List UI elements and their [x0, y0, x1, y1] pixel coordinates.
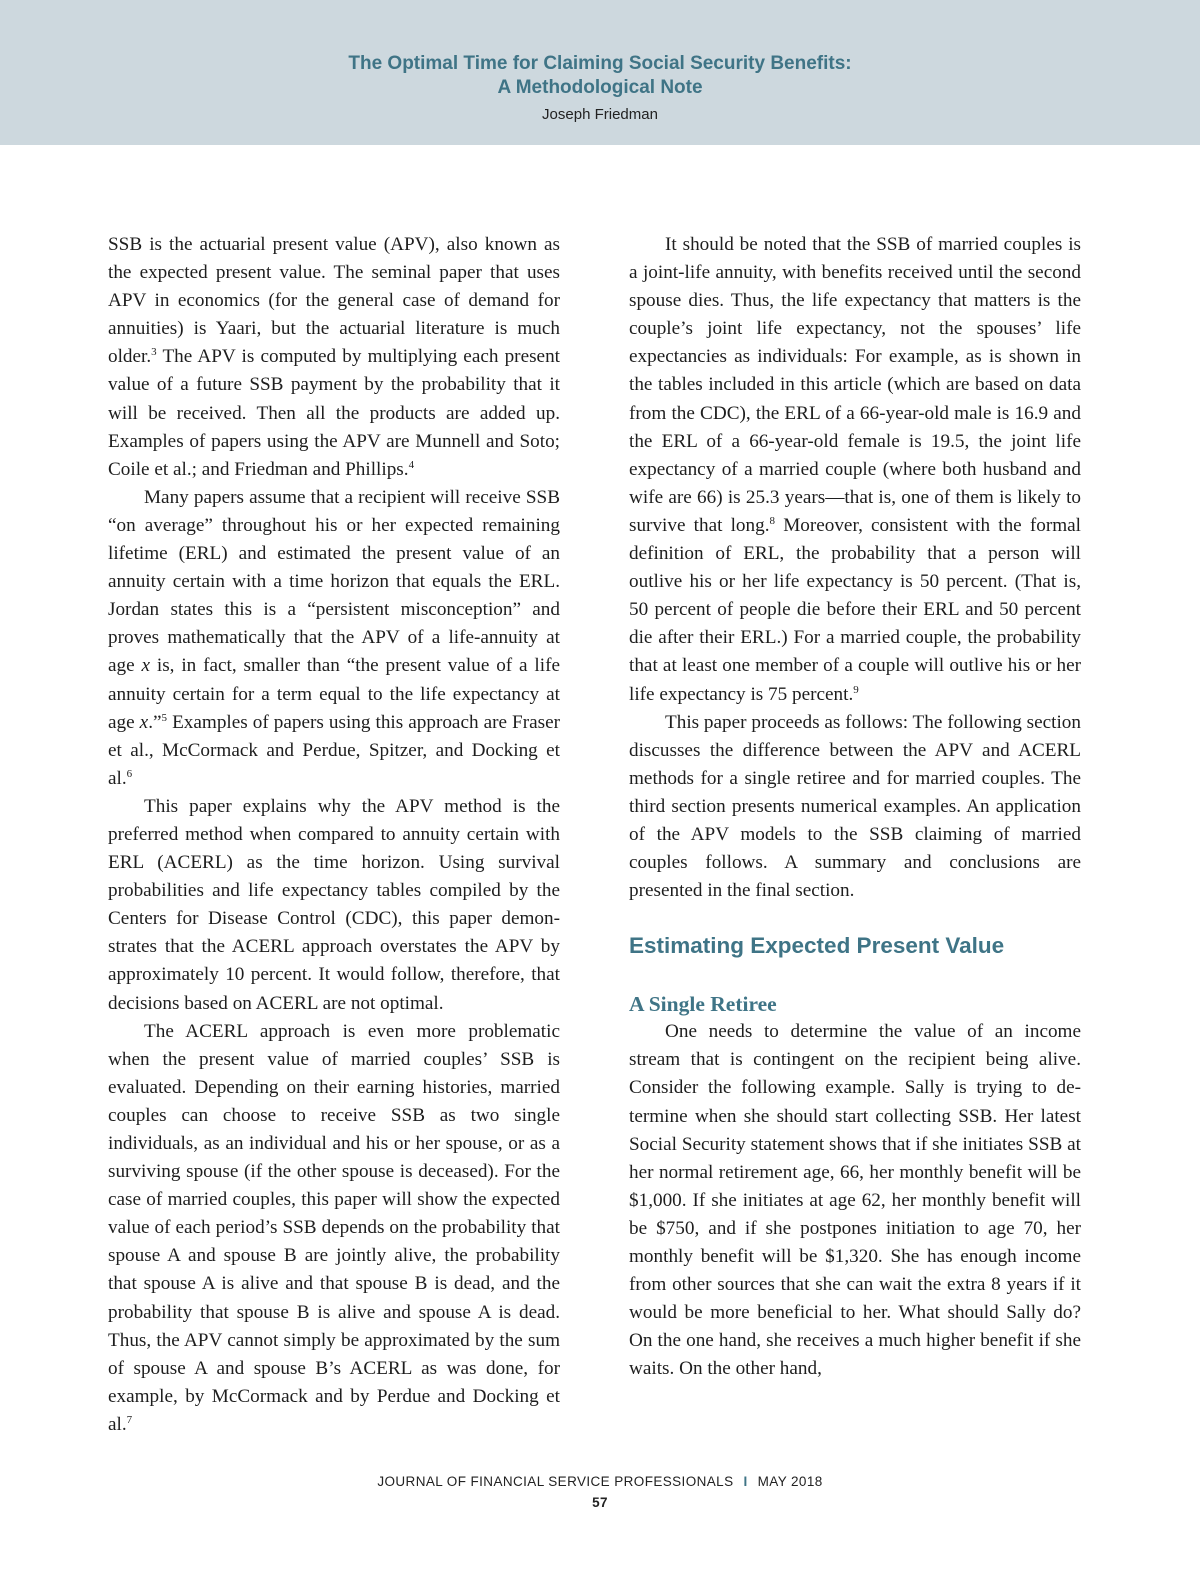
section-heading: Estimating Expected Present Value: [629, 933, 1005, 959]
footnote-marker: 6: [126, 767, 133, 780]
footnote-marker: 5: [161, 711, 168, 724]
text-run: It should be noted that the SSB of married couples is a joint-life annuity, with benefits received until the second spouse dies. Thus, the life expectancy that matters is the couple’s joint life expectancy, not the spouses’ life expectancies as individuals: For example, as is shown in the tables included in this article (which are based on data from the CDC), the ERL of a 66-year-old male is 16.9 and the ERL of a 66-year-old female is 19.5, the joint life expectancy of a married couple (where both husband and wife are 66) is 25.3 years—that is, one of them is likely to survive that long.: [629, 234, 1081, 536]
left-column: [108, 231, 560, 1439]
text-run: SSB is the actuarial present value (APV), also known as the expected present value. The seminal paper that uses APV in economics (for the general case of demand for annuities) is Yaari, but the actuarial literature is much older.: [108, 234, 560, 368]
text-run: Many papers assume that a recipient will receive SSB “on average” throughout his or her expected remaining lifetime (ERL) and estimated the present value of an annuity certain with a time horizon that equals the ERL. Jordan states this is a “persistent misconception” and proves mathematically that the APV of a life-annuity at age: [108, 486, 560, 677]
text-run: .”: [148, 711, 162, 733]
header-band: [0, 0, 1200, 145]
footnote-marker: 3: [151, 346, 157, 359]
paragraph-apv-definition: [108, 231, 560, 484]
footnote-marker: 4: [408, 458, 415, 471]
text-run: Examples of papers using this approach are Fraser et al., McCormack and Perdue, Spitzer, and Docking et al.: [108, 711, 560, 789]
journal-name: JOURNAL OF FINANCIAL SERVICE PROFESSIONALS: [377, 1474, 734, 1489]
right-column: [629, 231, 1081, 1383]
italic-variable: x: [139, 711, 149, 733]
footnote-marker: 7: [126, 1413, 133, 1426]
text-run: The APV is computed by multiplying each present value of a future SSB payment by the probability that it will be received. Then all the products are added up. Examples of papers using the APV are Munnell and Soto; Coile et al.; and Friedman and Phillips.: [108, 346, 560, 480]
footer-separator: I: [743, 1474, 748, 1489]
paragraph-erl-assumption: [108, 484, 560, 793]
issue-date: MAY 2018: [757, 1474, 823, 1489]
paragraph-acerl-married: [108, 1018, 560, 1439]
text-run: The ACERL approach is even more problematic when the present value of married couples’ SSB is evaluated. Depending on their earning histories, married couples can choose to receive SSB as two single individuals, as an individual and his or her spouse, or as a surviving spouse (if the other spouse is deceased). For the case of married couples, this paper will show the expected value of each period’s SSB depends on the probability that spouse A and spouse B are jointly alive, the probability that spouse A is alive and that spouse B is dead, and the probability that spouse B is alive and spouse A is dead. Thus, the APV cannot simply be approximated by the sum of spouse A and spouse B’s ACERL as was done, for example, by McCormack and by Perdue and Docking et al.: [108, 1020, 560, 1435]
footnote-marker: 8: [769, 514, 776, 527]
page-footer: [0, 1474, 1200, 1510]
text-run: Moreover, consistent with the formal definition of ERL, the probability that a person will outlive his or her life expectancy is 50 percent. (That is, 50 percent of people die before their ERL and 50 percent die after their ERL.) For a married couple, the probability that at least one member of a couple will outlive his or her life expectancy is 75 percent.: [629, 514, 1081, 705]
page-number: 57: [592, 1495, 608, 1510]
article-title-line1: The Optimal Time for Claiming Social Security Benefits:: [348, 53, 852, 74]
paragraph-paper-purpose: This paper explains why the APV method is the preferred method when compared to annuity certain with ERL (ACERL) as the time horizon. Using survival probabilities and life expectancy tables compiled by the Centers for Disease Control (CDC), this paper demonstrates that the ACERL approach overstates the APV by approximately 10 percent. It would follow, therefore, that decisions based on ACERL are not optimal.: [108, 795, 560, 1014]
paragraph-paper-outline: This paper proceeds as follows: The following section discusses the difference between the APV and ACERL methods for a single retiree and for married couples. The third section presents numerical examples. An application of the APV models to the SSB claiming of married couples follows. A summary and conclusions are presented in the final section.: [629, 711, 1081, 902]
text-run: is, in fact, smaller than “the present value of a life annuity certain for a term equal to the life expectancy at age: [108, 655, 560, 733]
article-title-line2: A Methodological Note: [497, 77, 703, 98]
author-name: Joseph Friedman: [542, 106, 658, 123]
footer-line: [0, 1474, 1200, 1489]
paragraph-joint-life: [629, 231, 1081, 709]
footnote-marker: 9: [853, 683, 859, 696]
italic-variable: x: [141, 655, 151, 677]
subsection-heading: A Single Retiree: [629, 992, 777, 1017]
paragraph-sally-example: One needs to determine the value of an income stream that is contingent on the recipient being alive. Consider the following example. Sally is trying to determine when she should start collecting SSB. Her latest Social Security statement shows that if she initiates SSB at her normal retirement age, 66, her monthly benefit will be $1,000. If she initiates at age 62, her monthly benefit will be $750, and if she postpones initiation to age 70, her monthly benefit will be $1,320. She has enough income from other sources that she can wait the extra 8 years if it would be more beneficial to her. What should Sally do? On the one hand, she receives a much higher benefit if she waits. On the other hand,: [629, 1021, 1081, 1380]
